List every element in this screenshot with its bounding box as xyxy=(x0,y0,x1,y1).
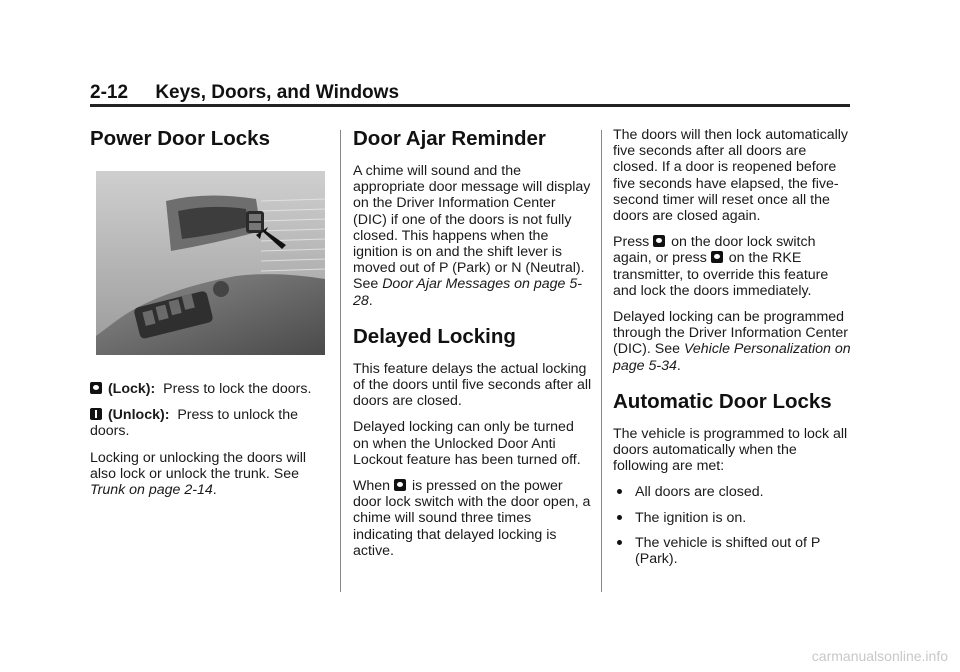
column-1 xyxy=(90,127,328,151)
unlock-icon xyxy=(90,408,102,420)
door-lock-switch-image xyxy=(96,171,325,355)
lock-icon xyxy=(711,251,723,263)
door-ajar-reference[interactable]: Door Ajar Messages on page 5-28 xyxy=(353,276,582,309)
unlock-description: Press to unlock the doors. xyxy=(90,407,298,440)
column-divider xyxy=(340,130,341,592)
column-1-body xyxy=(90,381,328,508)
lock-icon xyxy=(394,479,406,491)
list-item: The ignition is on. xyxy=(613,510,853,526)
column-3 xyxy=(613,127,853,576)
header-rule xyxy=(90,104,850,107)
trunk-reference[interactable]: Trunk on page 2-14 xyxy=(90,482,213,499)
door-panel-photo xyxy=(96,171,325,355)
personalization-reference[interactable]: Vehicle Personalization on page 5-34 xyxy=(613,341,851,374)
delayed-locking-paragraph: When is pressed on the power door lock switch with the door open, a chime will sound three times indicating that delayed locking is active. xyxy=(353,478,591,559)
delayed-locking-paragraph: Delayed locking can only be turned on when the Unlocked Door Anti Lockout feature has been turned off. xyxy=(353,419,581,468)
programming-paragraph: Delayed locking can be programmed through the Driver Information Center (DIC). See Vehicle Personalization on page 5-34. xyxy=(613,309,851,374)
lock-description: Press to lock the doors. xyxy=(163,381,312,397)
page-number: 2-12 xyxy=(90,82,129,103)
lock-icon xyxy=(653,235,665,247)
lock-definition xyxy=(90,381,328,397)
trunk-paragraph: Locking or unlocking the doors will also lock or unlock the trunk. See Trunk on page 2-14. xyxy=(90,449,307,499)
conditions-list xyxy=(613,484,853,567)
list-item: All doors are closed. xyxy=(613,484,853,500)
chapter-title: Keys, Doors, and Windows xyxy=(155,82,400,103)
section-heading: Automatic Door Locks xyxy=(613,389,832,413)
page-header xyxy=(90,82,399,104)
column-2 xyxy=(353,127,593,569)
section-heading: Door Ajar Reminder xyxy=(353,127,546,150)
door-ajar-paragraph: A chime will sound and the appropriate door message will display on the Driver Information Center (DIC) if one of the doors is not fully closed. This happens when the ignition is on and the shift lever is moved out of P (Park) or N (Neutral). See Door Ajar Messages on page 5-28. xyxy=(353,163,591,309)
watermark: carmanualsonline.info xyxy=(811,648,948,664)
list-item: The vehicle is shifted out of P (Park). xyxy=(613,535,853,567)
lock-label: (Lock): xyxy=(107,381,156,397)
section-heading: Delayed Locking xyxy=(353,324,516,348)
unlock-label: (Unlock): xyxy=(107,407,170,424)
override-paragraph: Press on the door lock switch again, or press on the RKE transmitter, to override this feature and lock the doors immediately. xyxy=(613,234,829,299)
automatic-locks-paragraph: The vehicle is programmed to lock all doors automatically when the following are met: xyxy=(613,425,848,475)
delayed-locking-paragraph: This feature delays the actual locking of the doors until five seconds after all doors are closed. xyxy=(353,360,592,410)
section-heading: Power Door Locks xyxy=(90,127,270,150)
lock-icon xyxy=(90,382,102,394)
column-divider xyxy=(601,130,602,592)
unlock-definition xyxy=(90,407,328,439)
auto-lock-paragraph: The doors will then lock automatically five seconds after all doors are closed. If a door is reopened before five seconds have elapsed, the five-second timer will reset once all the doors are closed again. xyxy=(613,127,848,225)
